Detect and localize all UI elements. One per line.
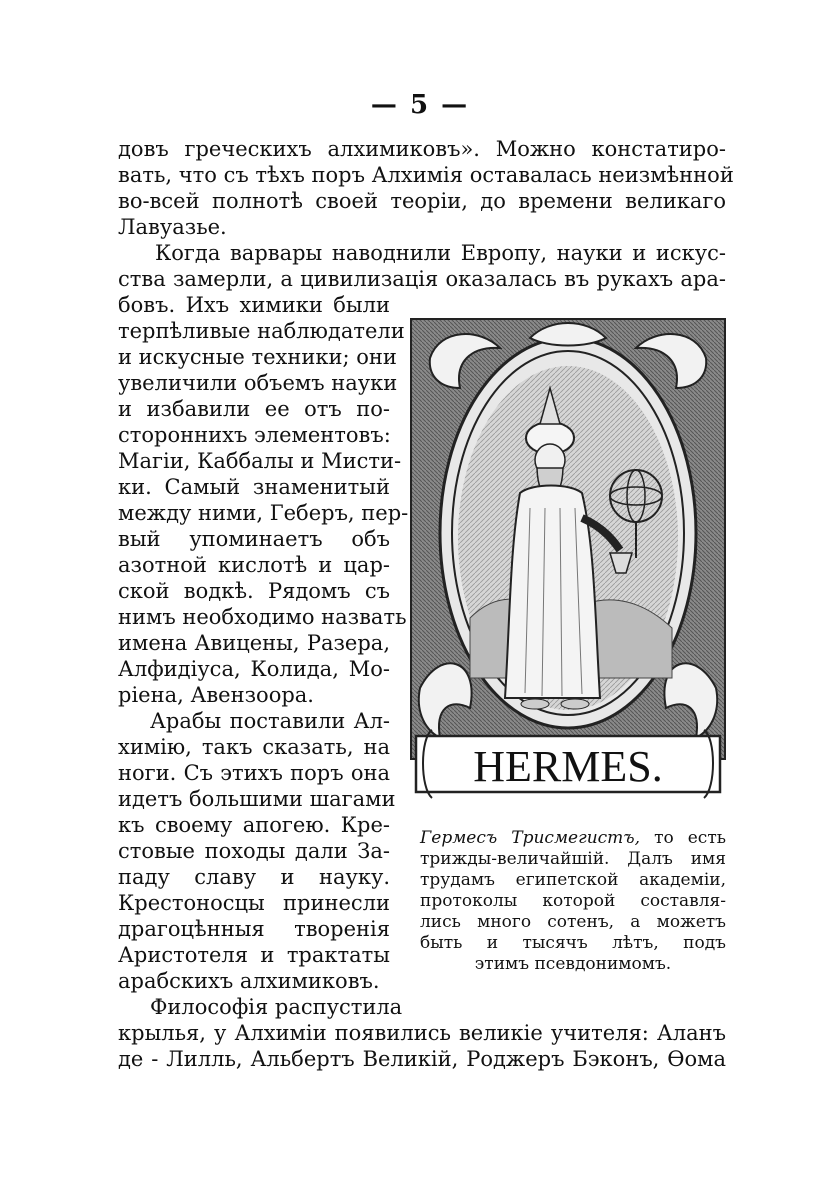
- column-line: ріена, Авензоора.: [118, 683, 314, 707]
- page-number: — 5 —: [370, 90, 470, 120]
- text-line: Лавуазье.: [118, 215, 227, 239]
- column-line: паду славу и науку.: [118, 865, 390, 889]
- hermes-engraving: [410, 318, 726, 823]
- column-line: между ними, Геберъ, пер-: [118, 501, 409, 525]
- caption-name: Гермесъ Трисмегистъ,: [420, 828, 641, 848]
- column-line: Крестоносцы принесли: [118, 891, 390, 915]
- caption-line: быть и тысячъ лѣтъ, подъ: [420, 933, 726, 953]
- column-line: ноги. Съ этихъ поръ она: [118, 761, 390, 785]
- caption-line: [420, 828, 726, 849]
- column-line: увеличили объемъ науки: [118, 371, 398, 395]
- column-line: имена Авицены, Разера,: [118, 631, 390, 655]
- column-line: терпѣливые наблюдатели: [118, 319, 405, 343]
- text-line: вать, что съ тѣхъ поръ Алхимія оставалась неизмѣнной: [118, 163, 734, 187]
- column-line: драгоцѣнныя творенія: [118, 917, 390, 941]
- engraving-illustration: [410, 318, 726, 823]
- column-line: Арабы поставили Ал-: [150, 709, 390, 733]
- column-line: къ своему апогею. Кре-: [118, 813, 390, 837]
- text-line: довъ греческихъ алхимиковъ». Можно констатиро-: [118, 137, 726, 161]
- column-line: Магіи, Каббалы и Мисти-: [118, 449, 402, 473]
- column-line: нимъ необходимо назвать: [118, 605, 407, 629]
- text-line: во-всей полнотѣ своей теоріи, до времени великаго: [118, 189, 726, 213]
- caption-line: трудамъ египетской академіи,: [420, 870, 726, 890]
- caption-line: протоколы которой составля-: [420, 891, 726, 911]
- text-line: де - Лилль, Альбертъ Великій, Роджеръ Бэконъ, Ѳома: [118, 1047, 726, 1071]
- column-line: ской водкѣ. Рядомъ съ: [118, 579, 390, 603]
- column-line: Аристотеля и трактаты: [118, 943, 390, 967]
- column-line: Алфидіуса, Колида, Мо-: [118, 657, 390, 681]
- caption-text: то есть: [654, 828, 726, 848]
- column-line: химію, такъ сказать, на: [118, 735, 390, 759]
- column-line: азотной кислотѣ и цар-: [118, 553, 390, 577]
- text-line: ства замерли, а цивилизація оказалась въ рукахъ ара-: [118, 267, 726, 291]
- column-line: идетъ большими шагами: [118, 787, 396, 811]
- column-line: бовъ. Ихъ химики были: [118, 293, 390, 317]
- column-line: стороннихъ элементовъ:: [118, 423, 391, 447]
- caption-line: лись много сотенъ, а можетъ: [420, 912, 726, 932]
- text-line: Когда варвары наводнили Европу, науки и искус-: [155, 241, 726, 265]
- text-line: крылья, у Алхиміи появились великіе учителя: Аланъ: [118, 1021, 726, 1045]
- caption-line: трижды-величайшій. Далъ имя: [420, 849, 726, 869]
- banner-text: HERMES.: [473, 742, 663, 791]
- column-line: Философія распустила: [150, 995, 403, 1019]
- column-line: ки. Самый знаменитый: [118, 475, 390, 499]
- column-line: стовые походы дали За-: [118, 839, 390, 863]
- column-line: и избавили ее отъ по-: [118, 397, 390, 421]
- column-line: и искусные техники; они: [118, 345, 397, 369]
- column-line: вый упоминаетъ объ: [118, 527, 390, 551]
- caption-line: этимъ псевдонимомъ.: [474, 954, 672, 974]
- column-line: арабскихъ алхимиковъ.: [118, 969, 380, 993]
